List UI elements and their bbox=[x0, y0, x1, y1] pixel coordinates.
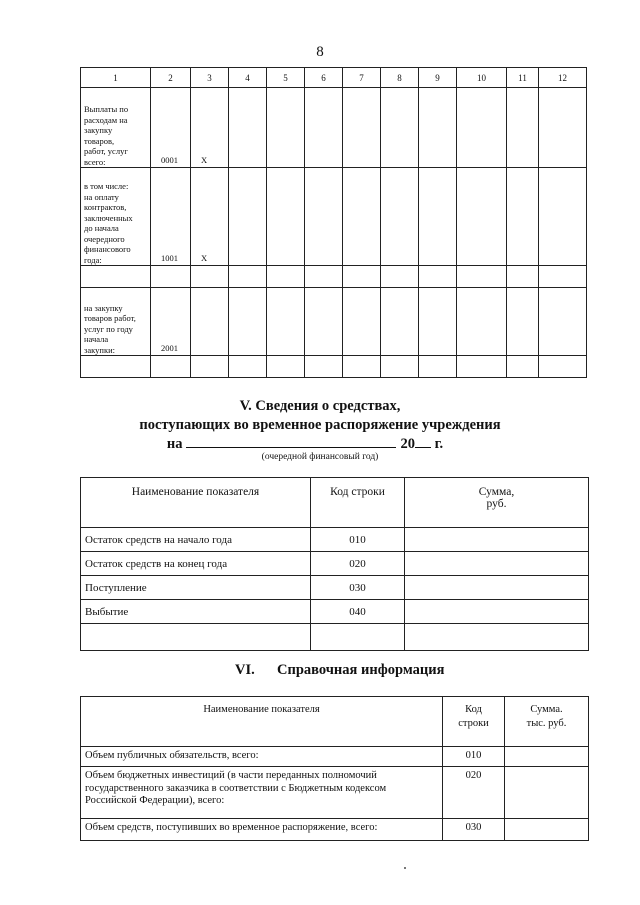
table-row bbox=[81, 528, 589, 552]
row-label-line: товаров, bbox=[84, 135, 115, 146]
row-label-line: года: bbox=[84, 254, 102, 265]
sum-cell bbox=[405, 528, 589, 552]
section5-title-on: на bbox=[166, 436, 183, 452]
empty-cell bbox=[457, 168, 507, 266]
empty-cell bbox=[267, 288, 305, 356]
empty-cell bbox=[343, 266, 381, 288]
table-row bbox=[81, 266, 587, 288]
section5-title-line1: V. Сведения о средствах, bbox=[239, 398, 401, 414]
row-mark bbox=[191, 288, 229, 356]
header-sum-line1: Сумма. bbox=[530, 704, 563, 715]
row-label bbox=[81, 168, 151, 266]
empty-cell bbox=[381, 288, 419, 356]
column-header: 9 bbox=[419, 68, 457, 88]
indicator-name: Поступление bbox=[81, 576, 311, 600]
header-code-line1: Код bbox=[465, 704, 482, 715]
section6-title-text: Справочная информация bbox=[277, 662, 445, 678]
header-sum-line1: Сумма, bbox=[478, 486, 515, 498]
section6-title bbox=[235, 662, 444, 679]
row-code: 020 bbox=[443, 767, 505, 819]
empty-cell bbox=[539, 288, 587, 356]
empty-cell bbox=[539, 168, 587, 266]
table-row bbox=[81, 600, 589, 624]
year-blank-line bbox=[415, 435, 431, 448]
row-code bbox=[151, 356, 191, 378]
indicator-name bbox=[81, 747, 443, 767]
row-mark bbox=[191, 266, 229, 288]
row-code: 0001 bbox=[151, 88, 191, 168]
row-code: 1001 bbox=[151, 168, 191, 266]
indicator-name-line: государственного заказчика в соответствии с Бюджетным кодексом bbox=[85, 782, 387, 794]
row-label-line: финансового bbox=[84, 244, 131, 254]
empty-cell bbox=[539, 88, 587, 168]
empty-cell bbox=[343, 168, 381, 266]
empty-cell bbox=[229, 168, 267, 266]
indicator-name: Остаток средств на конец года bbox=[81, 552, 311, 576]
empty-cell bbox=[507, 168, 539, 266]
empty-cell bbox=[539, 266, 587, 288]
row-label-line: на закупку bbox=[84, 302, 123, 313]
empty-cell bbox=[381, 356, 419, 378]
empty-cell bbox=[507, 288, 539, 356]
empty-cell bbox=[267, 266, 305, 288]
row-code: 040 bbox=[311, 600, 405, 624]
empty-cell bbox=[507, 88, 539, 168]
empty-cell bbox=[419, 88, 457, 168]
table-header-row bbox=[81, 697, 589, 747]
scan-speck bbox=[404, 867, 406, 869]
expenses-table bbox=[80, 67, 587, 378]
indicator-name-line: Российской Федерации), всего: bbox=[85, 795, 225, 806]
row-label-line: расходам на bbox=[84, 114, 128, 125]
indicator-name bbox=[81, 819, 443, 841]
table-row bbox=[81, 356, 587, 378]
empty-cell bbox=[539, 356, 587, 378]
row-label-line: работ, услуг bbox=[84, 146, 128, 156]
empty-cell bbox=[305, 168, 343, 266]
header-row-code: Код строки bbox=[311, 478, 405, 528]
empty-cell bbox=[343, 88, 381, 168]
indicator-name-line: Объем средств, поступивших во временное распоряжение, всего: bbox=[85, 822, 378, 833]
row-label-line: в том числе: bbox=[84, 181, 129, 191]
row-label-line: заключенных bbox=[84, 212, 133, 223]
empty-cell bbox=[457, 88, 507, 168]
table-header-row bbox=[81, 478, 589, 528]
empty-cell bbox=[229, 288, 267, 356]
header-code-line2: строки bbox=[458, 718, 489, 729]
empty-cell bbox=[507, 356, 539, 378]
row-label-line: всего: bbox=[84, 156, 106, 167]
temporary-funds-table bbox=[80, 477, 589, 651]
sum-cell bbox=[405, 624, 589, 651]
header-indicator-name: Наименование показателя bbox=[81, 697, 443, 747]
row-code: 010 bbox=[443, 747, 505, 767]
header-indicator-name: Наименование показателя bbox=[81, 478, 311, 528]
empty-cell bbox=[457, 288, 507, 356]
row-label-line: начала bbox=[84, 334, 109, 344]
header-sum bbox=[505, 697, 589, 747]
empty-cell bbox=[457, 356, 507, 378]
row-label-line: очередного bbox=[84, 233, 125, 244]
column-header: 6 bbox=[305, 68, 343, 88]
indicator-name: Остаток средств на начало года bbox=[81, 528, 311, 552]
row-code: 010 bbox=[311, 528, 405, 552]
header-sum bbox=[405, 478, 589, 528]
sum-cell bbox=[505, 767, 589, 819]
table-row bbox=[81, 819, 589, 841]
table-row bbox=[81, 747, 589, 767]
empty-cell bbox=[419, 266, 457, 288]
section5-title-line3 bbox=[0, 435, 640, 453]
column-header: 3 bbox=[191, 68, 229, 88]
row-mark: X bbox=[191, 88, 229, 168]
table-row bbox=[81, 576, 589, 600]
empty-cell bbox=[305, 288, 343, 356]
sum-cell bbox=[405, 576, 589, 600]
empty-cell bbox=[343, 356, 381, 378]
row-label-line: закупку bbox=[84, 125, 113, 135]
column-header: 11 bbox=[507, 68, 539, 88]
indicator-name: Выбытие bbox=[81, 600, 311, 624]
sum-cell bbox=[405, 600, 589, 624]
empty-cell bbox=[229, 88, 267, 168]
empty-cell bbox=[229, 356, 267, 378]
column-header: 12 bbox=[539, 68, 587, 88]
empty-cell bbox=[267, 88, 305, 168]
empty-cell bbox=[381, 266, 419, 288]
header-sum-line2: руб. bbox=[486, 498, 507, 510]
row-label bbox=[81, 266, 151, 288]
empty-cell bbox=[305, 88, 343, 168]
indicator-name-line: Объем бюджетных инвестиций (в части переданных полномочий bbox=[85, 770, 377, 781]
section5-title-g: г. bbox=[434, 436, 444, 452]
row-mark bbox=[191, 356, 229, 378]
section5-subtitle: (очередной финансовый год) bbox=[261, 452, 379, 462]
table-row bbox=[81, 288, 587, 356]
empty-cell bbox=[305, 266, 343, 288]
table-row bbox=[81, 552, 589, 576]
empty-cell bbox=[419, 356, 457, 378]
row-label-line: закупки: bbox=[84, 344, 115, 355]
sum-cell bbox=[505, 819, 589, 841]
empty-cell bbox=[381, 88, 419, 168]
date-blank-line bbox=[186, 435, 396, 448]
row-code bbox=[311, 624, 405, 651]
row-label bbox=[81, 356, 151, 378]
table-row bbox=[81, 624, 589, 651]
row-label-line: услуг по году bbox=[84, 323, 133, 334]
empty-cell bbox=[267, 168, 305, 266]
column-header: 4 bbox=[229, 68, 267, 88]
empty-cell bbox=[267, 356, 305, 378]
column-header: 2 bbox=[151, 68, 191, 88]
sum-cell bbox=[405, 552, 589, 576]
empty-cell bbox=[507, 266, 539, 288]
empty-cell bbox=[381, 168, 419, 266]
row-label-line: на оплату bbox=[84, 191, 119, 202]
indicator-name bbox=[81, 624, 311, 651]
header-row-code bbox=[443, 697, 505, 747]
section6-number: VI. bbox=[235, 662, 255, 678]
header-sum-line2: тыс. руб. bbox=[526, 718, 567, 729]
section5-title-year: 20 bbox=[400, 436, 415, 452]
row-label bbox=[81, 88, 151, 168]
indicator-name-line: Объем публичных обязательств, всего: bbox=[85, 750, 259, 761]
empty-cell bbox=[343, 288, 381, 356]
column-header: 7 bbox=[343, 68, 381, 88]
table-row bbox=[81, 767, 589, 819]
row-code: 030 bbox=[443, 819, 505, 841]
row-label-line: до начала bbox=[84, 223, 119, 233]
empty-cell bbox=[419, 168, 457, 266]
empty-cell bbox=[229, 266, 267, 288]
column-header: 1 bbox=[81, 68, 151, 88]
table-row bbox=[81, 168, 587, 266]
empty-cell bbox=[457, 266, 507, 288]
column-header: 5 bbox=[267, 68, 305, 88]
reference-info-table bbox=[80, 696, 589, 841]
table-header-row bbox=[81, 68, 587, 88]
column-header: 10 bbox=[457, 68, 507, 88]
row-code: 020 bbox=[311, 552, 405, 576]
row-label bbox=[81, 288, 151, 356]
page-number: 8 bbox=[316, 44, 324, 60]
column-header: 8 bbox=[381, 68, 419, 88]
table-row bbox=[81, 88, 587, 168]
row-code: 2001 bbox=[151, 288, 191, 356]
sum-cell bbox=[505, 747, 589, 767]
row-code bbox=[151, 266, 191, 288]
indicator-name bbox=[81, 767, 443, 819]
section5-title-line2: поступающих во временное распоряжение учреждения bbox=[139, 417, 501, 433]
row-label-line: Выплаты по bbox=[84, 104, 129, 114]
empty-cell bbox=[419, 288, 457, 356]
row-label-line: товаров работ, bbox=[84, 313, 136, 323]
row-code: 030 bbox=[311, 576, 405, 600]
empty-cell bbox=[305, 356, 343, 378]
row-label-line: контрактов, bbox=[84, 202, 127, 212]
row-mark: X bbox=[191, 168, 229, 266]
